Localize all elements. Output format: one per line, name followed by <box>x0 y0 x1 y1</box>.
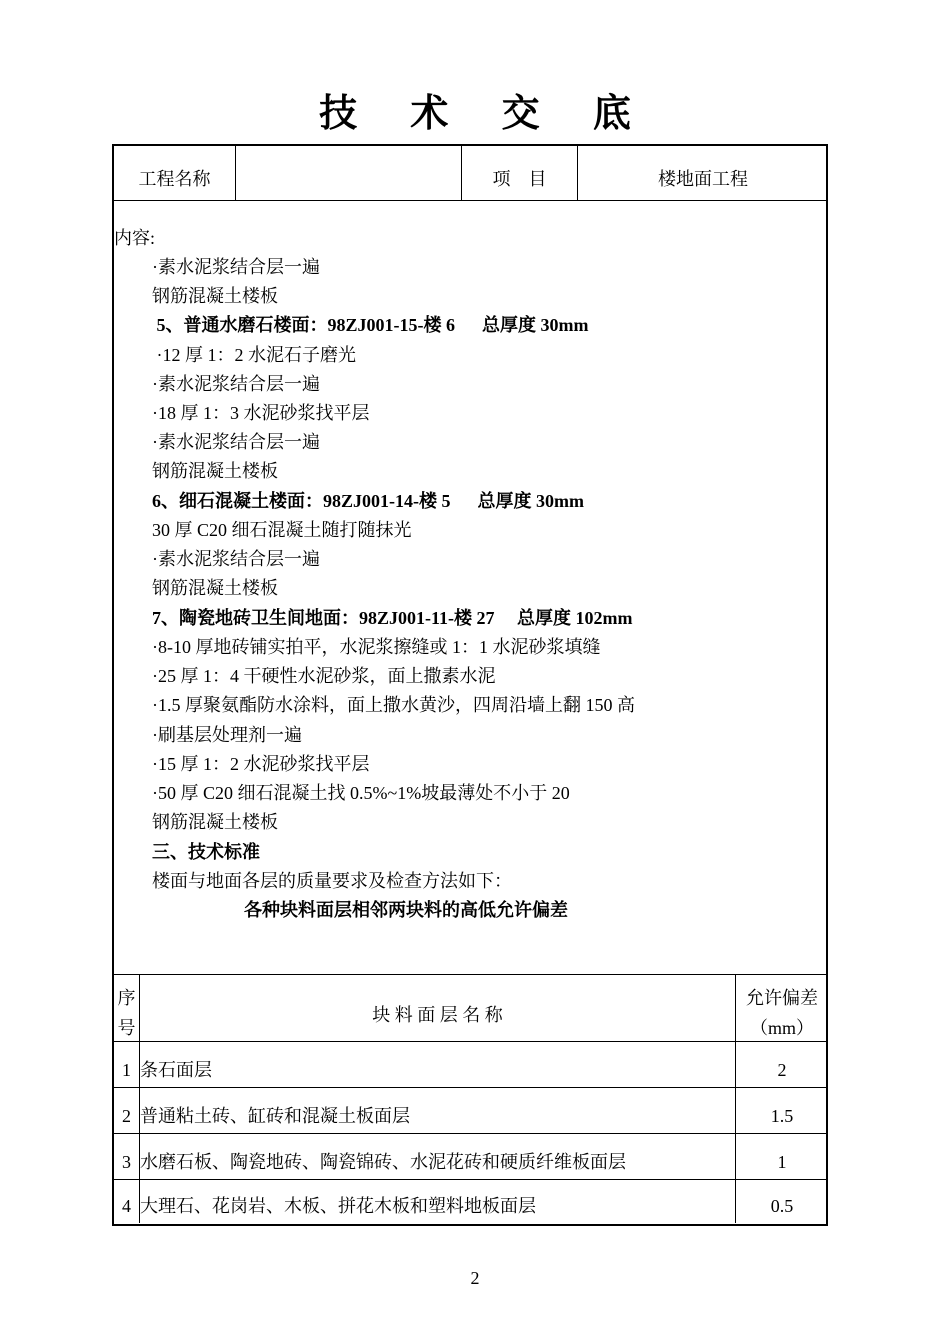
content-line: 30 厚 C20 细石混凝土随打随抹光 <box>152 520 412 540</box>
header-no-line1: 序 <box>117 988 136 1008</box>
content-line: ·12 厚 1：2 水泥石子磨光 <box>152 345 356 365</box>
row-tolerance: 1 <box>777 1152 787 1172</box>
content-line: 钢筋混凝土楼板 <box>152 812 278 832</box>
header-no-line2: 号 <box>117 1018 136 1038</box>
tolerance-table <box>114 974 826 1224</box>
row-tolerance: 1.5 <box>770 1106 794 1126</box>
row-tolerance: 0.5 <box>770 1196 794 1216</box>
section-heading: 6、细石混凝土楼面：98ZJ001-14-楼 5 总厚度 30mm <box>152 491 584 511</box>
content-line: ·1.5 厚聚氨酯防水涂料，面上撒水黄沙，四周沿墙上翻 150 高 <box>152 695 635 715</box>
content-line: ·素水泥浆结合层一遍 <box>152 549 320 569</box>
content-intro-label: 内容: <box>114 228 156 248</box>
header-tolerance-line2: （mm） <box>749 1018 814 1038</box>
content-line: 楼面与地面各层的质量要求及检查方法如下： <box>152 871 512 891</box>
page-number: 2 <box>470 1268 480 1288</box>
row-no: 3 <box>114 1134 140 1179</box>
table-row <box>114 1134 826 1180</box>
content-line: ·素水泥浆结合层一遍 <box>152 432 320 452</box>
header-tolerance-line1: 允许偏差 <box>746 988 818 1008</box>
header-no <box>114 975 140 1041</box>
content-line: 钢筋混凝土楼板 <box>152 461 278 481</box>
table-row <box>114 1180 826 1223</box>
table-row <box>114 1042 826 1088</box>
item-value: 楼地面工程 <box>658 169 748 189</box>
project-name-label: 工程名称 <box>114 146 236 200</box>
content-line: ·8-10 厚地砖铺实拍平，水泥浆擦缝或 1：1 水泥砂浆填缝 <box>152 637 601 657</box>
row-tolerance: 2 <box>777 1060 787 1080</box>
header-tolerance <box>736 975 828 1041</box>
header-row <box>114 146 826 201</box>
item-label: 项 目 <box>462 146 578 200</box>
row-name: 水磨石板、陶瓷地砖、陶瓷锦砖、水泥花砖和硬质纤维板面层 <box>140 1134 736 1179</box>
content-line: ·25 厚 1：4 干硬性水泥砂浆，面上撒素水泥 <box>152 666 496 686</box>
section-heading: 三、技术标准 <box>152 842 260 862</box>
row-no: 4 <box>114 1180 140 1223</box>
content-line: ·素水泥浆结合层一遍 <box>152 257 320 277</box>
row-name: 大理石、花岗岩、木板、拼花木板和塑料地板面层 <box>140 1180 736 1223</box>
content-line: ·15 厚 1：2 水泥砂浆找平层 <box>152 754 370 774</box>
content-line: 钢筋混凝土楼板 <box>152 578 278 598</box>
document-title: 技 术 交 底 <box>319 91 651 135</box>
table-row <box>114 1088 826 1134</box>
table-caption: 各种块料面层相邻两块料的高低允许偏差 <box>244 900 568 920</box>
row-name: 普通粘土砖、缸砖和混凝土板面层 <box>140 1088 736 1133</box>
content-line: ·素水泥浆结合层一遍 <box>152 374 320 394</box>
section-heading: 7、陶瓷地砖卫生间地面：98ZJ001-11-楼 27 总厚度 102mm <box>152 608 633 628</box>
project-name-value <box>236 146 462 200</box>
row-no: 1 <box>114 1042 140 1087</box>
section-heading: 5、普通水磨石楼面：98ZJ001-15-楼 6 总厚度 30mm <box>152 315 589 335</box>
disclosure-form <box>112 144 828 1226</box>
table-header-row <box>114 975 826 1042</box>
row-no: 2 <box>114 1088 140 1133</box>
content-line: ·50 厚 C20 细石混凝土找 0.5%~1%坡最薄处不小于 20 <box>152 783 570 803</box>
header-name: 块 料 面 层 名 称 <box>140 975 736 1041</box>
content-line: ·18 厚 1：3 水泥砂浆找平层 <box>152 403 370 423</box>
row-name: 条石面层 <box>140 1042 736 1087</box>
content-line: 钢筋混凝土楼板 <box>152 286 278 306</box>
content-line: ·刷基层处理剂一遍 <box>152 725 302 745</box>
